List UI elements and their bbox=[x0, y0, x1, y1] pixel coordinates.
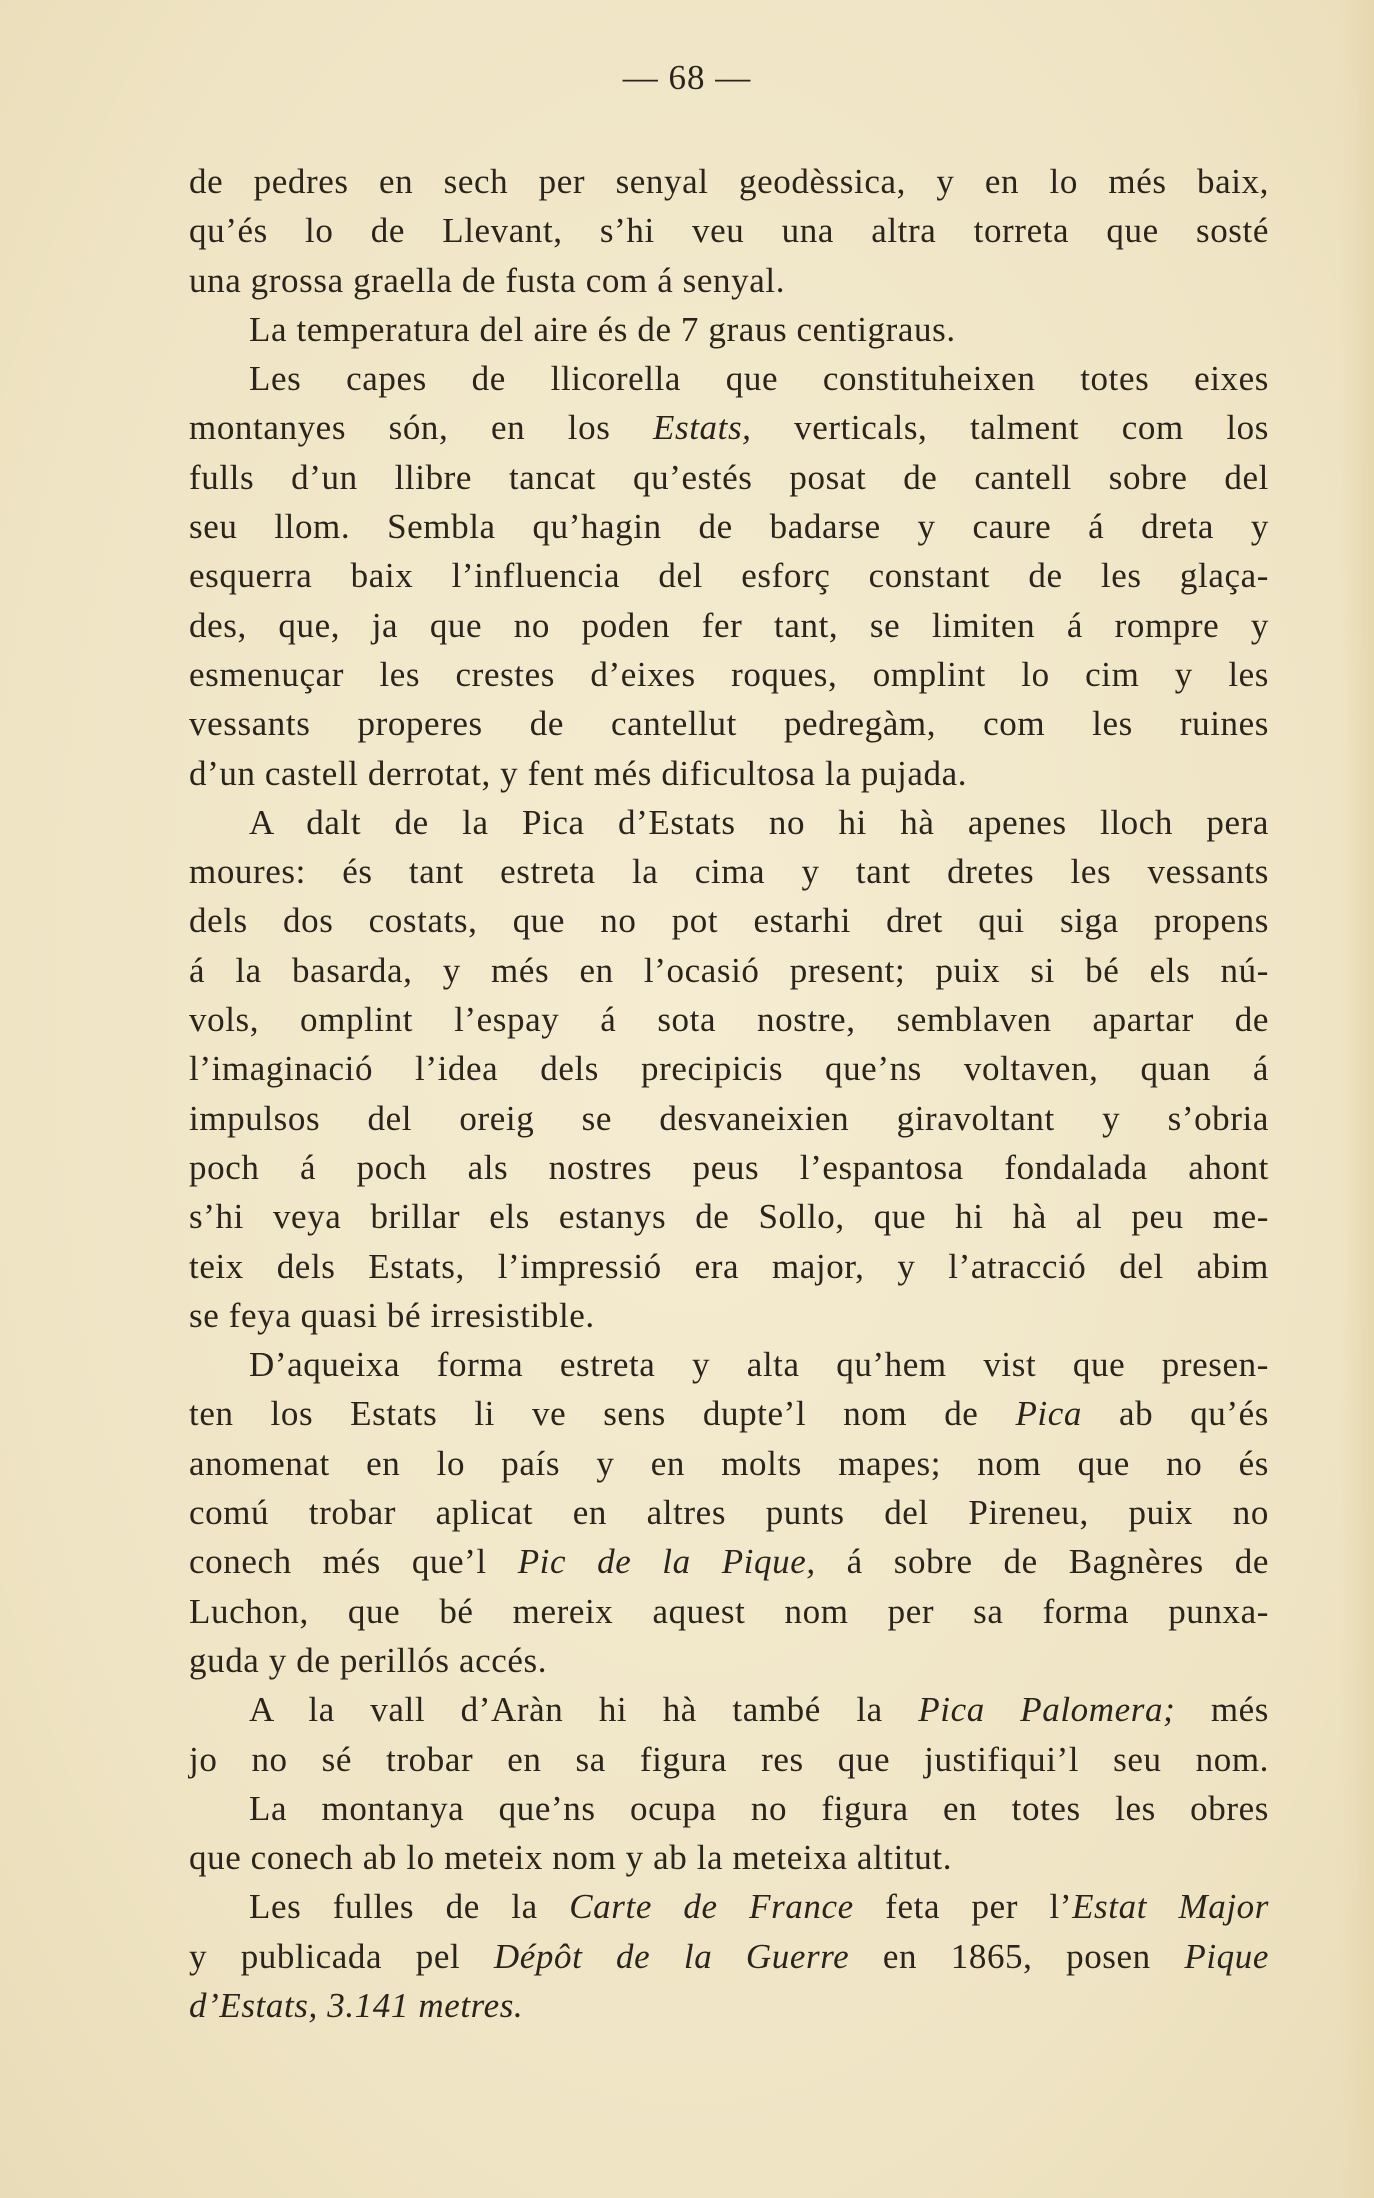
text-body bbox=[189, 157, 1269, 2030]
text-line: s’hi veya brillar els estanys de Sollo, que hi hà al peu me- bbox=[189, 1197, 1269, 1237]
text-line: esmenuçar les crestes d’eixes roques, omplint lo cim y les bbox=[189, 654, 1269, 694]
text-line: A dalt de la Pica d’Estats no hi hà apenes lloch pera bbox=[249, 802, 1269, 842]
italic-text: Estat Major bbox=[1072, 1887, 1269, 1927]
text-line: qu’és lo de Llevant, s’hi veu una altra torreta que sosté bbox=[189, 211, 1269, 251]
text-line bbox=[189, 1685, 1269, 1734]
text-line: comú trobar aplicat en altres punts del Pireneu, puix no bbox=[189, 1493, 1269, 1533]
text-run: feta per l’ bbox=[853, 1887, 1073, 1927]
text-run: Les fulles de la bbox=[249, 1887, 570, 1927]
text-run: á sobre de Bagnères de bbox=[815, 1542, 1269, 1582]
text-line bbox=[189, 1537, 1269, 1586]
italic-text: Pica Palomera; bbox=[918, 1690, 1176, 1730]
text-run: verticals, talment com los bbox=[751, 408, 1270, 448]
italic-text: Pic de la Pique, bbox=[517, 1542, 816, 1582]
text-run: y publicada pel bbox=[189, 1936, 494, 1976]
text-line: vols, omplint l’espay á sota nostre, semblaven apartar de bbox=[189, 1000, 1269, 1040]
text-line: La temperatura del aire és de 7 graus centigraus. bbox=[249, 309, 956, 349]
text-run: en 1865, posen bbox=[849, 1936, 1185, 1976]
text-line: á la basarda, y més en l’ocasió present; puix si bé els nú- bbox=[189, 950, 1269, 990]
text-line: impulsos del oreig se desvaneixien giravoltant y s’obria bbox=[189, 1098, 1269, 1138]
italic-text: d’Estats, 3.141 metres. bbox=[189, 1985, 524, 2025]
text-line: vessants properes de cantellut pedregàm, com les ruines bbox=[189, 704, 1269, 744]
text-line: jo no sé trobar en sa figura res que justifiqui’l seu nom. bbox=[189, 1739, 1269, 1779]
text-line: una grossa graella de fusta com á senyal. bbox=[189, 260, 786, 300]
text-run: ten los Estats li ve sens dupte’l nom de bbox=[189, 1394, 1016, 1434]
text-line: anomenat en lo país y en molts mapes; nom que no és bbox=[189, 1443, 1269, 1483]
text-line: D’aqueixa forma estreta y alta qu’hem vist que presen- bbox=[249, 1345, 1269, 1385]
text-line bbox=[189, 1932, 1269, 1981]
text-run: ab qu’és bbox=[1081, 1394, 1269, 1434]
text-line bbox=[189, 403, 1269, 452]
text-line: guda y de perillós accés. bbox=[189, 1640, 548, 1680]
text-line: se feya quasi bé irresistible. bbox=[189, 1295, 595, 1335]
text-run: montanyes són, en los bbox=[189, 408, 653, 448]
text-line: l’imaginació l’idea dels precipicis que’ns voltaven, quan á bbox=[189, 1049, 1269, 1089]
text-line: d’un castell derrotat, y fent més dificultosa la pujada. bbox=[189, 753, 968, 793]
text-line: que conech ab lo meteix nom y ab la meteixa altitut. bbox=[189, 1838, 953, 1878]
text-line bbox=[189, 1389, 1269, 1438]
italic-text: Pique bbox=[1184, 1936, 1269, 1976]
text-run: conech més que’l bbox=[189, 1542, 518, 1582]
text-line: fulls d’un llibre tancat qu’estés posat de cantell sobre del bbox=[189, 457, 1269, 497]
text-run: A la vall d’Aràn hi hà també la bbox=[249, 1690, 919, 1730]
text-line: La montanya que’ns ocupa no figura en totes les obres bbox=[249, 1788, 1269, 1828]
text-line: des, que, ja que no poden fer tant, se limiten á rompre y bbox=[189, 605, 1269, 645]
text-line: poch á poch als nostres peus l’espantosa fondalada ahont bbox=[189, 1147, 1269, 1187]
italic-text: Estats, bbox=[653, 408, 752, 448]
text-line: Luchon, que bé mereix aquest nom per sa forma punxa- bbox=[189, 1591, 1269, 1631]
text-line: teix dels Estats, l’impressió era major, y l’atracció del abim bbox=[189, 1246, 1269, 1286]
italic-text: Pica bbox=[1015, 1394, 1082, 1434]
italic-text: Dépôt de la Guerre bbox=[493, 1936, 850, 1976]
text-line: esquerra baix l’influencia del esforç constant de les glaça- bbox=[189, 556, 1269, 596]
text-line bbox=[189, 1882, 1269, 1931]
page-number: — 68 — bbox=[622, 58, 752, 97]
text-line: seu llom. Sembla qu’hagin de badarse y caure á dreta y bbox=[189, 507, 1269, 547]
text-line: moures: és tant estreta la cima y tant dretes les vessants bbox=[189, 852, 1269, 892]
italic-text: Carte de France bbox=[569, 1887, 854, 1927]
text-line: Les capes de llicorella que constituheixen totes eixes bbox=[249, 359, 1269, 399]
page-edge-shadow bbox=[1340, 0, 1374, 2198]
text-line bbox=[189, 1981, 1269, 2030]
text-line: dels dos costats, que no pot estarhi dret qui siga propens bbox=[189, 901, 1269, 941]
text-line: de pedres en sech per senyal geodèssica, y en lo més baix, bbox=[189, 162, 1269, 201]
text-run: més bbox=[1175, 1690, 1270, 1730]
